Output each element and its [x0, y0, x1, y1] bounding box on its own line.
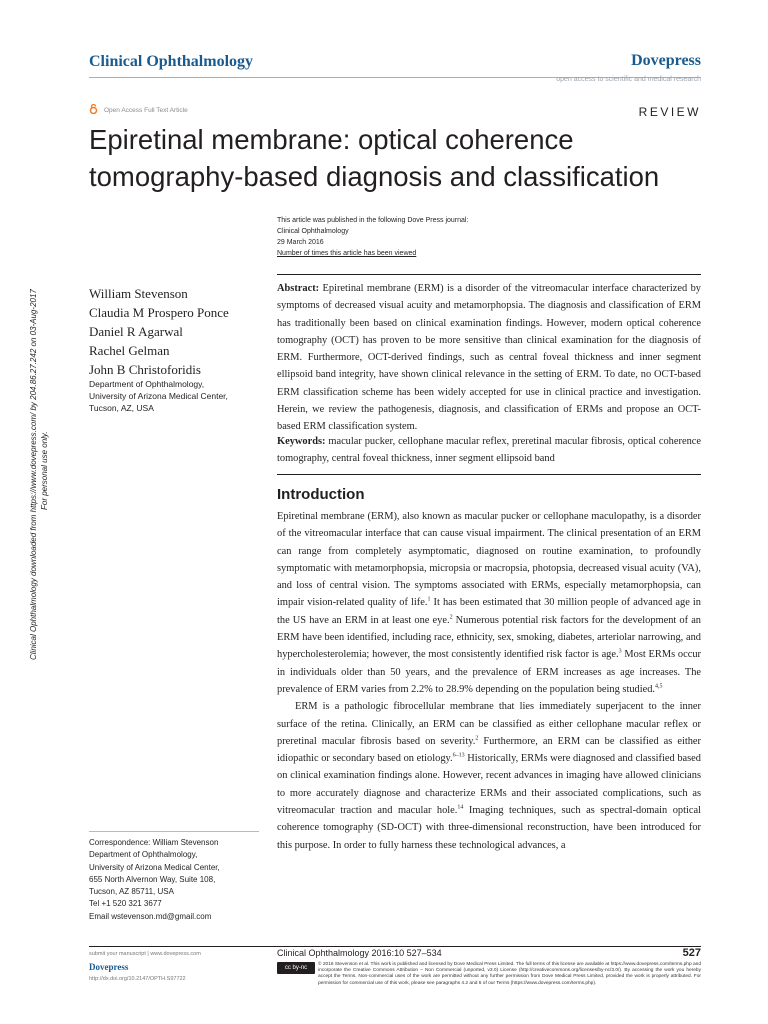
author-name: Claudia M Prospero Ponce	[89, 305, 229, 320]
submit-manuscript-link[interactable]: submit your manuscript | www.dovepress.com	[89, 951, 201, 957]
correspondence-line: Department of Ophthalmology,	[89, 850, 198, 860]
publisher-tagline: open access to scientific and medical research	[556, 76, 701, 83]
open-access-label	[89, 104, 188, 114]
download-note-line: Clinical Ophthalmology downloaded from https://www.dovepress.com/ by 204.86.27.242 on 03-Aug-2017	[29, 289, 38, 660]
article-title: Epiretinal membrane: optical coherence tomography-based diagnosis and classification	[89, 124, 660, 192]
license-text: © 2016 Stevenson et al. This work is published and licensed by Dove Medical Press Limited. The full terms of this license are available at https://www.dovepress.com/terms.php and incorporate the Creative Commons Attribution – Non Commercial (unported, v3.0) License (http://creativecommons.org/licenses/by-nc/3.0/). By accessing the work you hereby accept the Terms. Non-commercial uses of the work are permitted without any further permission from Dove Medical Press Limited, provided the work is properly attributed. For permission for commercial use of this work, please see paragraphs 4.2 and 5 of our Terms (https://www.dovepress.com/terms.php).	[318, 962, 701, 986]
author-name: John B Christoforidis	[89, 362, 201, 377]
correspondence-line: Tucson, AZ 85711, USA	[89, 887, 174, 897]
correspondence-line: 655 North Alvernon Way, Suite 108,	[89, 874, 216, 884]
paragraph	[277, 508, 701, 698]
body-text: Epiretinal membrane (ERM), also known as macular pucker or cellophane maculopathy, is a disorder of the vitreomacular interface that can cause visual impairment. The clinical presentation of an ERM can range from completely asymptomatic, diagnosed on routine examination, to profoundly symptomatic with metamorphopsia, micropsia or macropsia, photopsia, decreased visual acuity (VA), and loss of central vision. The symptoms associated with ERMs, especially metamorphopsia, can impair vision-related quality of life.	[277, 511, 701, 609]
affiliation-line: University of Arizona Medical Center,	[89, 391, 228, 401]
body-text: Numerous potential risk factors for the development of an ERM have been identified, including race, ethnicity, sex, smoking, diabetes, arteriolar narrowing, and hypercholesterolemia; however, the most consistently identified risk factor is age.	[277, 614, 701, 661]
keywords-label: Keywords:	[277, 436, 326, 447]
author-list	[89, 284, 229, 379]
correspondence-line: Correspondence: William Stevenson	[89, 838, 219, 847]
author-name: Daniel R Agarwal	[89, 324, 183, 339]
correspondence-rule	[89, 831, 259, 832]
citation-superscript[interactable]: 2	[449, 614, 453, 621]
pubinfo-line: 29 March 2016	[277, 239, 324, 246]
abstract-text: Epiretinal membrane (ERM) is a disorder of the vitreomacular interface characterized by symptoms of decreased visual acuity and metamorphopsia. The diagnosis and classification of ERM has traditionally been based on clinical examination findings. However, modern optical coherence tomography (OCT) has proven to be more sensitive than clinical examination for the diagnosis of ERM. Furthermore, OCT-derived findings, such as central foveal thickness and inner segment ellipsoid band integrity, have shown clinical relevance in the setting of ERM. To date, no OCT-based ERM classification scheme has been widely accepted for use in clinical practice and investigation. Herein, we review the pathogenesis, diagnosis, and classification of ERMs and propose an OCT-based ERM classification system.	[277, 283, 701, 433]
introduction-body	[277, 508, 701, 854]
keywords-text: macular pucker, cellophane macular reflex, preretinal macular fibrosis, optical coherence tomography, central foveal thickness, inner segment ellipsoid band	[277, 436, 701, 465]
affiliation-line: Tucson, AZ, USA	[89, 403, 154, 413]
citation-superscript[interactable]: 2	[475, 735, 479, 742]
correspondence	[89, 837, 220, 923]
journal-name: Clinical Ophthalmology	[89, 53, 254, 70]
section-rule	[277, 474, 701, 475]
author-name: Rachel Gelman	[89, 343, 170, 358]
views-link[interactable]: Number of times this article has been viewed	[277, 250, 417, 257]
body-text: It has been estimated that 30 million people of advanced age in the US have an ERM in at least one eye.	[277, 597, 701, 626]
keywords	[277, 433, 701, 468]
author-name: William Stevenson	[89, 286, 188, 301]
correspondence-email[interactable]: Email wstevenson.md@gmail.com	[89, 911, 212, 921]
correspondence-line: Tel +1 520 321 3677	[89, 899, 162, 909]
correspondence-line: University of Arizona Medical Center,	[89, 862, 220, 872]
footer-logo: Dovepress	[89, 962, 129, 972]
body-text: Most ERMs occur in individuals older than 50 years, and the prevalence of ERM increases as age increases. The prevalence of ERM varies from 2.2% to 28.9% depending on the population being studied.	[277, 649, 701, 695]
article-type: REVIEW	[638, 105, 701, 119]
affiliation	[89, 378, 228, 414]
body-text: Imaging techniques, such as spectral-domain optical coherence tomography (SD-OCT) with three-dimensional reconstruction, have been introduced for this purpose. In order to fully harness these technological advances, a	[277, 805, 701, 851]
download-note-line: For personal use only.	[40, 431, 49, 510]
paragraph	[277, 698, 701, 854]
abstract-rule	[277, 274, 701, 275]
publisher-logo: Dovepress	[631, 52, 701, 69]
abstract-label: Abstract:	[277, 283, 320, 294]
citation-superscript[interactable]: 14	[457, 804, 464, 811]
download-watermark	[28, 289, 50, 660]
citation-superscript[interactable]: 1	[427, 597, 431, 604]
body-text: ERM is a pathologic fibrocellular membrane that lies immediately superjacent to the inner surface of the retina. Clinically, an ERM can be classified as either cellophane macular reflex or preretinal macular fibrosis based on severity.	[277, 701, 701, 747]
footer-citation: Clinical Ophthalmology 2016:10 527–534	[277, 948, 442, 958]
abstract	[277, 280, 701, 436]
footer-rule	[89, 946, 701, 947]
citation-superscript[interactable]: 6–13	[452, 752, 465, 759]
pubinfo-line: Clinical Ophthalmology	[277, 228, 349, 235]
cc-icon: cc by-nc	[277, 962, 315, 974]
open-access-lock-icon	[89, 104, 98, 114]
section-heading-introduction: Introduction	[277, 486, 365, 503]
body-text: Furthermore, an ERM can be classified as either idiopathic or secondary based on etiology.	[277, 735, 701, 765]
doi-link[interactable]: http://dx.doi.org/10.2147/OPTH.S97722	[89, 976, 186, 982]
page-number: 527	[682, 947, 701, 959]
pubinfo-line: This article was published in the following Dove Press journal:	[277, 217, 469, 224]
citation-superscript[interactable]: 3	[618, 648, 622, 655]
publication-info	[277, 215, 468, 259]
affiliation-line: Department of Ophthalmology,	[89, 379, 205, 389]
body-text: Historically, ERMs were diagnosed and classified based on clinical examination findings alone. However, recent advances in imaging have allowed clinicians to more accurately diagnose and characterize ERMs and their associated complications, such as vitreomacular traction and macular hole.	[277, 753, 701, 817]
citation-superscript[interactable]: 4,5	[655, 683, 663, 690]
open-access-text: Open Access Full Text Article	[104, 107, 188, 114]
